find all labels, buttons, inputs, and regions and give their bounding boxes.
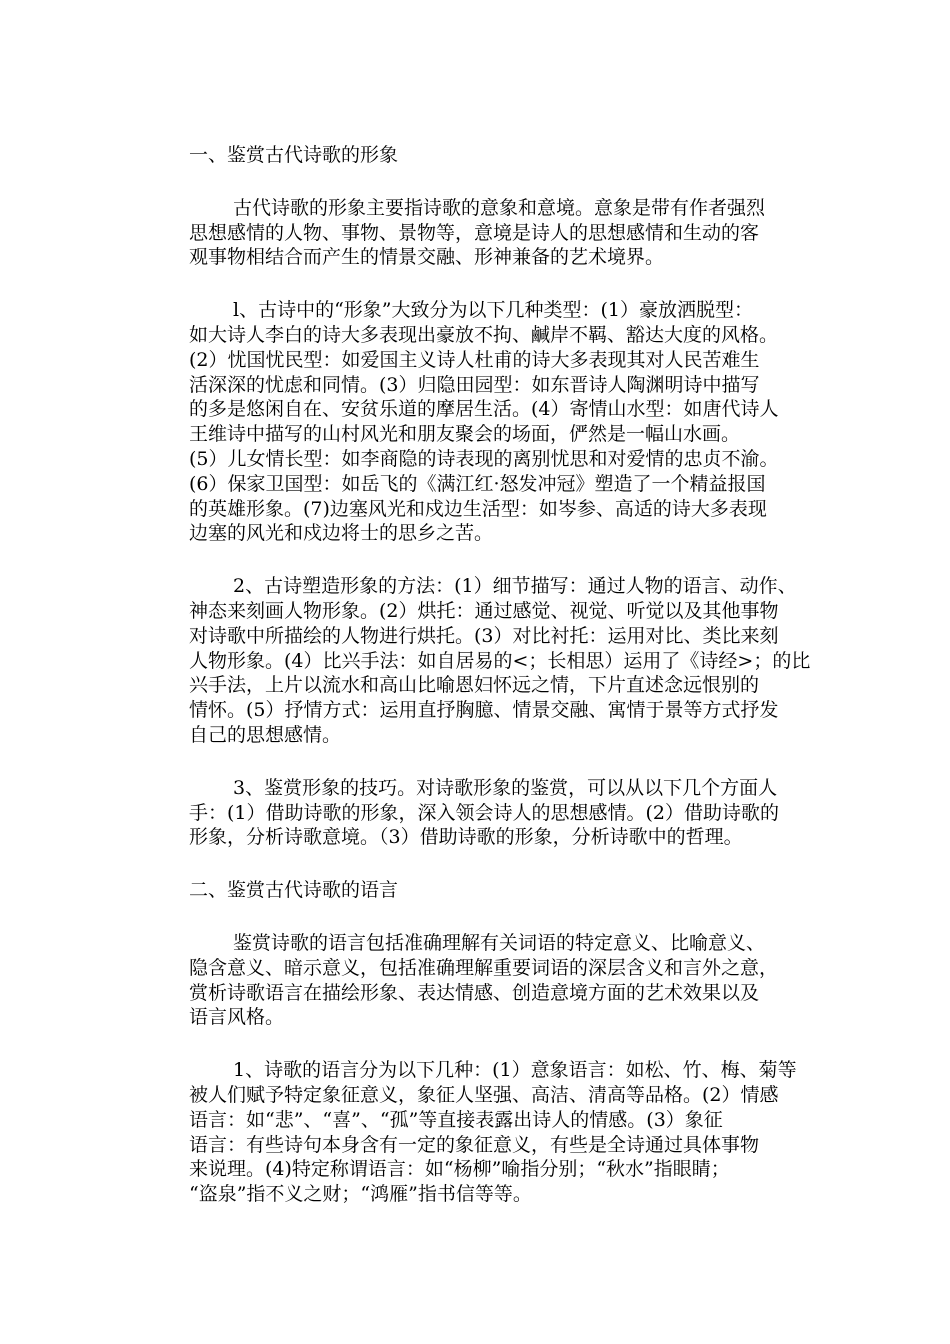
text-line: 对诗歌中所描绘的人物进行烘托。(3）对比衬托：运用对比、类比来刻: [189, 624, 779, 647]
paragraph-language-intro: [145, 931, 810, 1030]
text-line: 边塞的风光和戍边将士的思乡之苦。: [189, 522, 494, 545]
text-line: 的多是悠闲自在、安贫乐道的摩居生活。(4）寄情山水型：如唐代诗人: [189, 398, 779, 421]
text-line: 的英雄形象。(7)边塞风光和戍边生活型：如岑参、高适的诗大多表现: [189, 497, 767, 520]
paragraph-language-types: [145, 1058, 810, 1207]
text-line: (6）保家卫国型：如岳飞的《满江红·怒发冲冠》塑造了一个精益报国: [189, 472, 766, 495]
text-line: 语言：有些诗句本身含有一定的象征意义，有些是全诗通过具体事物: [189, 1133, 760, 1156]
text-line: 思想感情的人物、事物、景物等，意境是诗人的思想感情和生动的客: [189, 221, 760, 244]
text-line: “盗泉”指不义之财；“鸿雁”指书信等等。: [189, 1183, 532, 1206]
text-line: 语言：如“悲”、“喜”、“孤”等直接表露出诗人的情感。(3）象征: [189, 1108, 723, 1131]
text-line: 语言风格。: [189, 1006, 285, 1029]
text-line: 古代诗歌的形象主要指诗歌的意象和意境。意象是带有作者强烈: [233, 196, 766, 219]
section-heading-1: 一、鉴赏古代诗歌的形象: [189, 144, 399, 166]
text-line: 自己的思想感情。: [189, 723, 342, 746]
text-line: 形象，分析诗歌意境。（3）借助诗歌的形象，分析诗歌中的哲理。: [189, 826, 743, 849]
text-line: 活深深的忧虑和同情。(3）归隐田园型：如东晋诗人陶渊明诗中描写: [189, 373, 760, 396]
text-line: 手：(1）借助诗歌的形象，深入领会诗人的思想感情。(2）借助诗歌的: [189, 801, 780, 824]
text-line: 3、鉴赏形象的技巧。对诗歌形象的鉴赏，可以从以下几个方面人: [233, 776, 778, 799]
text-line: 王维诗中描写的山村风光和朋友聚会的场面，俨然是一幅山水画。: [189, 423, 741, 446]
text-line: (2）忧国忧民型：如爱国主义诗人杜甫的诗大多表现其对人民苦难生: [189, 348, 760, 371]
paragraph-intro: [145, 196, 810, 270]
document-page: [145, 143, 810, 1235]
text-line: 如大诗人李白的诗大多表现出豪放不拘、鹹岸不羁、豁达大度的风格。: [189, 323, 779, 346]
paragraph-shaping-methods: [145, 574, 810, 748]
text-line: 被人们赋予特定象征意义，象征人坚强、高洁、清高等品格。(2）情感: [189, 1083, 779, 1106]
section-heading-2: 二、鉴赏古代诗歌的语言: [189, 879, 399, 902]
paragraph-image-types: [145, 298, 810, 546]
text-line: 人物形象。(4）比兴手法：如自居易的<；长相思）运用了《诗经>；的比: [189, 649, 811, 672]
text-line: 1、诗歌的语言分为以下几种：(1）意象语言：如松、竹、梅、菊等: [233, 1059, 797, 1082]
text-line: 2、古诗塑造形象的方法：(1）细节描写：通过人物的语言、动作、: [233, 575, 797, 598]
text-line: 鉴赏诗歌的语言包括准确理解有关词语的特定意义、比喻意义、: [233, 931, 766, 954]
text-line: 隐含意义、暗示意义，包括准确理解重要词语的深层含义和言外之意，: [189, 956, 779, 979]
text-line: 兴手法，上片以流水和高山比喻恩妇怀远之情，下片直述念远恨别的: [189, 674, 760, 697]
text-line: l、古诗中的“形象”大致分为以下几种类型：(1）豪放洒脱型：: [233, 299, 754, 322]
paragraph-appreciation-skills: [145, 776, 810, 850]
text-line: 观事物相结合而产生的情景交融、形神兼备的艺术境界。: [189, 246, 665, 269]
text-line: 情怀。(5）抒情方式：运用直抒胸臆、情景交融、寓情于景等方式抒发: [189, 699, 779, 722]
text-line: (5）儿女情长型：如李商隐的诗表现的离别忧思和对爱情的忠贞不渝。: [189, 447, 779, 470]
text-line: 来说理。(4)特定称谓语言：如“杨柳”喻指分别；“秋水”指眼睛；: [189, 1158, 730, 1181]
text-line: 赏析诗歌语言在描绘形象、表达情感、创造意境方面的艺术效果以及: [189, 981, 760, 1004]
text-line: 神态来刻画人物形象。(2）烘托：通过感觉、视觉、听觉以及其他事物: [189, 599, 779, 622]
